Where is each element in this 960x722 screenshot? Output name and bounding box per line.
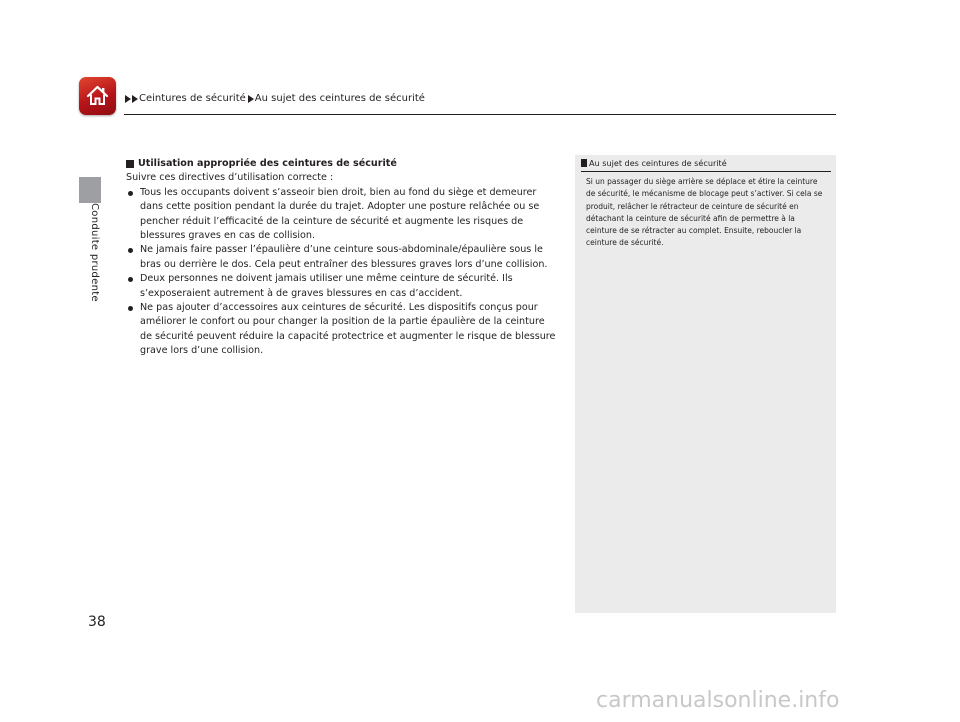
bullet-dot-icon — [128, 191, 133, 196]
list-item-text: Tous les occupants doivent s’asseoir bien droit, bien au fond du siège et demeurer dans cette position pendant la durée du trajet. Adopter une posture relâchée ou se pencher réduit l’efficacité de la ceinture de sécurité et augmente les risques de blessures graves en cas de collision. — [140, 186, 540, 242]
list-item — [126, 272, 558, 301]
note-body: Si un passager du siège arrière se déplace et étire la ceinture de sécurité, le mécanisme de blocage peut s’activer. Si cela se produit, relâcher le rétracteur de ceinture de sécurité en détachant la ceinture de sécurité afin de permettre à la ceinture de se rétracter au complet. Ensuite, reboucler la ceinture de sécurité. — [586, 177, 823, 248]
sidebar-note — [575, 155, 836, 613]
bullet-dot-icon — [128, 248, 133, 253]
watermark: carmanualsonline.info — [596, 688, 840, 713]
breadcrumb-arrow-icon — [132, 95, 138, 103]
main-content — [126, 157, 558, 359]
square-bullet-icon — [126, 160, 134, 168]
note-divider — [581, 171, 831, 172]
breadcrumb-level1[interactable]: Ceintures de sécurité — [139, 93, 246, 104]
list-item — [126, 243, 558, 272]
note-title[interactable]: Au sujet des ceintures de sécurité — [589, 158, 727, 168]
list-item-text: Ne jamais faire passer l’épaulière d’une ceinture sous-abdominale/épaulière sous le bras ou derrière le dos. Cela peut entraîner des blessures graves lors d’une collision. — [140, 244, 548, 270]
page-number: 38 — [88, 614, 106, 630]
home-icon — [85, 83, 110, 108]
section-tab-marker[interactable] — [79, 177, 101, 203]
note-header — [581, 158, 836, 168]
list-item — [126, 186, 558, 244]
note-marker-icon — [581, 159, 587, 167]
section-title: Utilisation appropriée des ceintures de sécurité — [138, 158, 397, 169]
guideline-list — [126, 186, 558, 359]
breadcrumb-arrow-icon — [248, 95, 254, 103]
home-button[interactable] — [79, 77, 116, 115]
list-item-text: Deux personnes ne doivent jamais utiliser une même ceinture de sécurité. Ils s’exposeraient autrement à de graves blessures en cas d’accident. — [140, 273, 513, 299]
breadcrumb-level2[interactable]: Au sujet des ceintures de sécurité — [254, 93, 425, 104]
breadcrumb — [125, 93, 425, 104]
section-intro: Suivre ces directives d’utilisation correcte : — [126, 172, 334, 184]
breadcrumb-arrow-icon — [125, 95, 131, 103]
list-item — [126, 301, 558, 359]
list-item-text: Ne pas ajouter d’accessoires aux ceintures de sécurité. Les dispositifs conçus pour améliorer le confort ou pour changer la position de la partie épaulière de la ceinture de sécurité peuvent réduire la capacité protectrice et augmenter le risque de blessure grave lors d’une collision. — [140, 302, 556, 357]
bullet-dot-icon — [128, 306, 133, 311]
header-divider — [124, 114, 836, 115]
section-heading — [126, 157, 558, 171]
section-side-label: Conduite prudente — [89, 203, 100, 302]
bullet-dot-icon — [128, 277, 133, 282]
